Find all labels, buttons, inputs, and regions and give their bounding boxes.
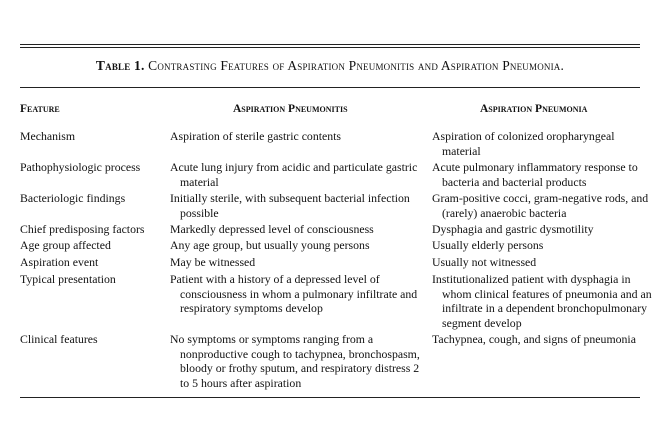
row-0-pneumonia: Aspiration of colonized oropharyngeal material [432, 129, 615, 158]
row-7-pneumonia: Tachypnea, cough, and signs of pneumonia [432, 332, 636, 346]
row-5-pneumonia: Usually not witnessed [432, 255, 537, 269]
table-caption: Contrasting Features of Aspiration Pneumonitis and Aspiration Pneumonia. [148, 58, 565, 73]
bottom-rule [20, 397, 640, 398]
row-0-feature: Mechanism [20, 129, 76, 143]
row-4-pneumonitis: Any age group, but usually young persons [170, 238, 370, 252]
table-label: Table 1. [95, 58, 145, 73]
column-header-pneumonitis: Aspiration Pneumonitis [233, 103, 348, 115]
row-5-feature: Aspiration event [20, 255, 99, 269]
row-7-feature: Clinical features [20, 332, 98, 346]
row-5-pneumonitis: May be witnessed [170, 255, 256, 269]
table-title [0, 58, 660, 74]
header-rule [20, 87, 640, 88]
row-1-pneumonitis: Acute lung injury from acidic and particulate gastric material [170, 160, 418, 189]
row-6-pneumonitis: Patient with a history of a depressed level of consciousness in whom a pulmonary infiltrate and respiratory symptoms develop [170, 272, 418, 315]
row-2-pneumonia: Gram-positive cocci, gram-negative rods, and (rarely) anaerobic bacteria [432, 191, 649, 220]
top-rule-outer [20, 44, 640, 45]
row-7-pneumonitis: No symptoms or symptoms ranging from a nonproductive cough to tachypnea, bronchospasm, bloody or frothy sputum, and respiratory distress 2 to 5 hours after aspiration [170, 332, 420, 390]
row-3-pneumonitis: Markedly depressed level of consciousness [170, 222, 374, 236]
row-6-pneumonia: Institutionalized patient with dysphagia in whom clinical features of pneumonia and an infiltrate in a dependent bronchopulmonary segment develop [432, 272, 652, 330]
top-rule-inner [20, 47, 640, 48]
row-0-pneumonitis: Aspiration of sterile gastric contents [170, 129, 342, 143]
row-1-feature: Pathophysiologic process [20, 160, 141, 174]
row-2-feature: Bacteriologic findings [20, 191, 126, 205]
row-3-pneumonia: Dysphagia and gastric dysmotility [432, 222, 594, 236]
row-1-pneumonia: Acute pulmonary inflammatory response to bacteria and bacterial products [432, 160, 638, 189]
row-4-pneumonia: Usually elderly persons [432, 238, 544, 252]
column-header-pneumonia: Aspiration Pneumonia [480, 103, 588, 115]
row-3-feature: Chief predisposing factors [20, 222, 145, 236]
row-4-feature: Age group affected [20, 238, 111, 252]
row-6-feature: Typical presentation [20, 272, 116, 286]
column-header-feature: Feature [20, 103, 60, 115]
row-2-pneumonitis: Initially sterile, with subsequent bacterial infection possible [170, 191, 410, 220]
